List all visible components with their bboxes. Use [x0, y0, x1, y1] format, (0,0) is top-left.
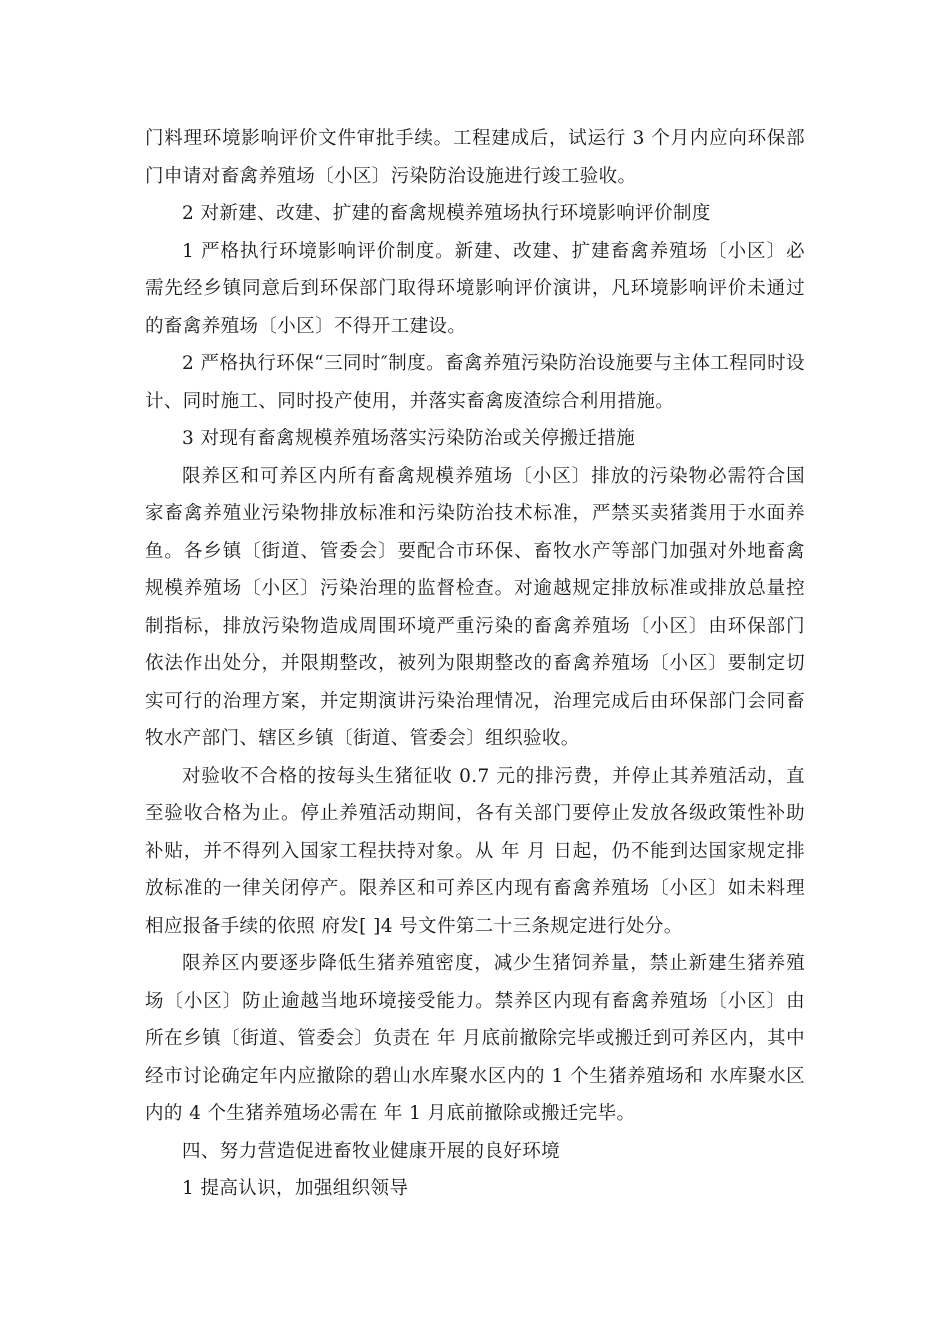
paragraph-1: 门料理环境影响评价文件审批手续。工程建成后，试运行 3 个月内应向环保部门申请对畜禽养殖场〔小区〕污染防治设施进行竣工验收。	[145, 128, 805, 187]
paragraph-eia-system: 1 严格执行环境影响评价制度。新建、改建、扩建畜禽养殖场〔小区〕必需先经乡镇同意后到环保部门取得环境影响评价演讲，凡环境影响评价未通过的畜禽养殖场〔小区〕不得开工建设。	[145, 240, 805, 337]
section-heading-3: 3 对现有畜禽规模养殖场落实污染防治或关停搬迁措施	[182, 428, 636, 449]
paragraph-pollution-standards: 限养区和可养区内所有畜禽规模养殖场〔小区〕排放的污染物必需符合国家畜禽养殖业污染物排放标准和污染防治技术标准，严禁买卖猪粪用于水面养鱼。各乡镇〔街道、管委会〕要配合市环保、畜牧水产等部门加强对外地畜禽规模养殖场〔小区〕污染治理的监督检查。对逾越规定排放标准或排放总量控制指标，排放污染物造成周围环境严重污染的畜禽养殖场〔小区〕由环保部门依法作出处分，并限期整改，被列为限期整改的畜禽养殖场〔小区〕要制定切实可行的治理方案，并定期演讲污染治理情况，治理完成后由环保部门会同畜牧水产部门、辖区乡镇〔街道、管委会〕组织验收。	[145, 465, 805, 749]
section-heading-4: 四、努力营造促进畜牧业健康开展的良好环境	[182, 1140, 561, 1162]
paragraph-density-reduction: 限养区内要逐步降低生猪养殖密度，减少生猪饲养量，禁止新建生猪养殖场〔小区〕防止逾越当地环境接受能力。禁养区内现有畜禽养殖场〔小区〕由所在乡镇〔街道、管委会〕负责在 年 月底前撤除完毕或搬迁到可养区内，其中经市讨论确定年内应撤除的碧山水库聚水区内的 1 个生猪养殖场和 水库聚水区内的 4 个生猪养殖场必需在 年 1 月底前撤除或搬迁完毕。	[145, 953, 805, 1124]
subsection-heading-1: 1 提高认识，加强组织领导	[182, 1178, 409, 1199]
section-heading-2: 2 对新建、改建、扩建的畜禽规模养殖场执行环境影响评价制度	[182, 203, 711, 224]
paragraph-three-simultaneous: 2 严格执行环保“三同时″制度。畜禽养殖污染防治设施要与主体工程同时设计、同时施工、同时投产使用，并落实畜禽废渣综合利用措施。	[145, 353, 805, 412]
paragraph-acceptance-fees: 对验收不合格的按每头生猪征收 0.7 元的排污费，并停止其养殖活动，直至验收合格为止。停止养殖活动期间，各有关部门要停止发放各级政策性补助补贴，并不得列入国家工程扶持对象。从 年 月 日起，仍不能到达国家规定排放标准的一律关闭停产。限养区和可养区内现有畜禽养殖场〔小区〕如未料理相应报备手续的依照 府发[ ]4 号文件第二十三条规定进行处分。	[145, 765, 805, 937]
document-body	[145, 120, 805, 1208]
